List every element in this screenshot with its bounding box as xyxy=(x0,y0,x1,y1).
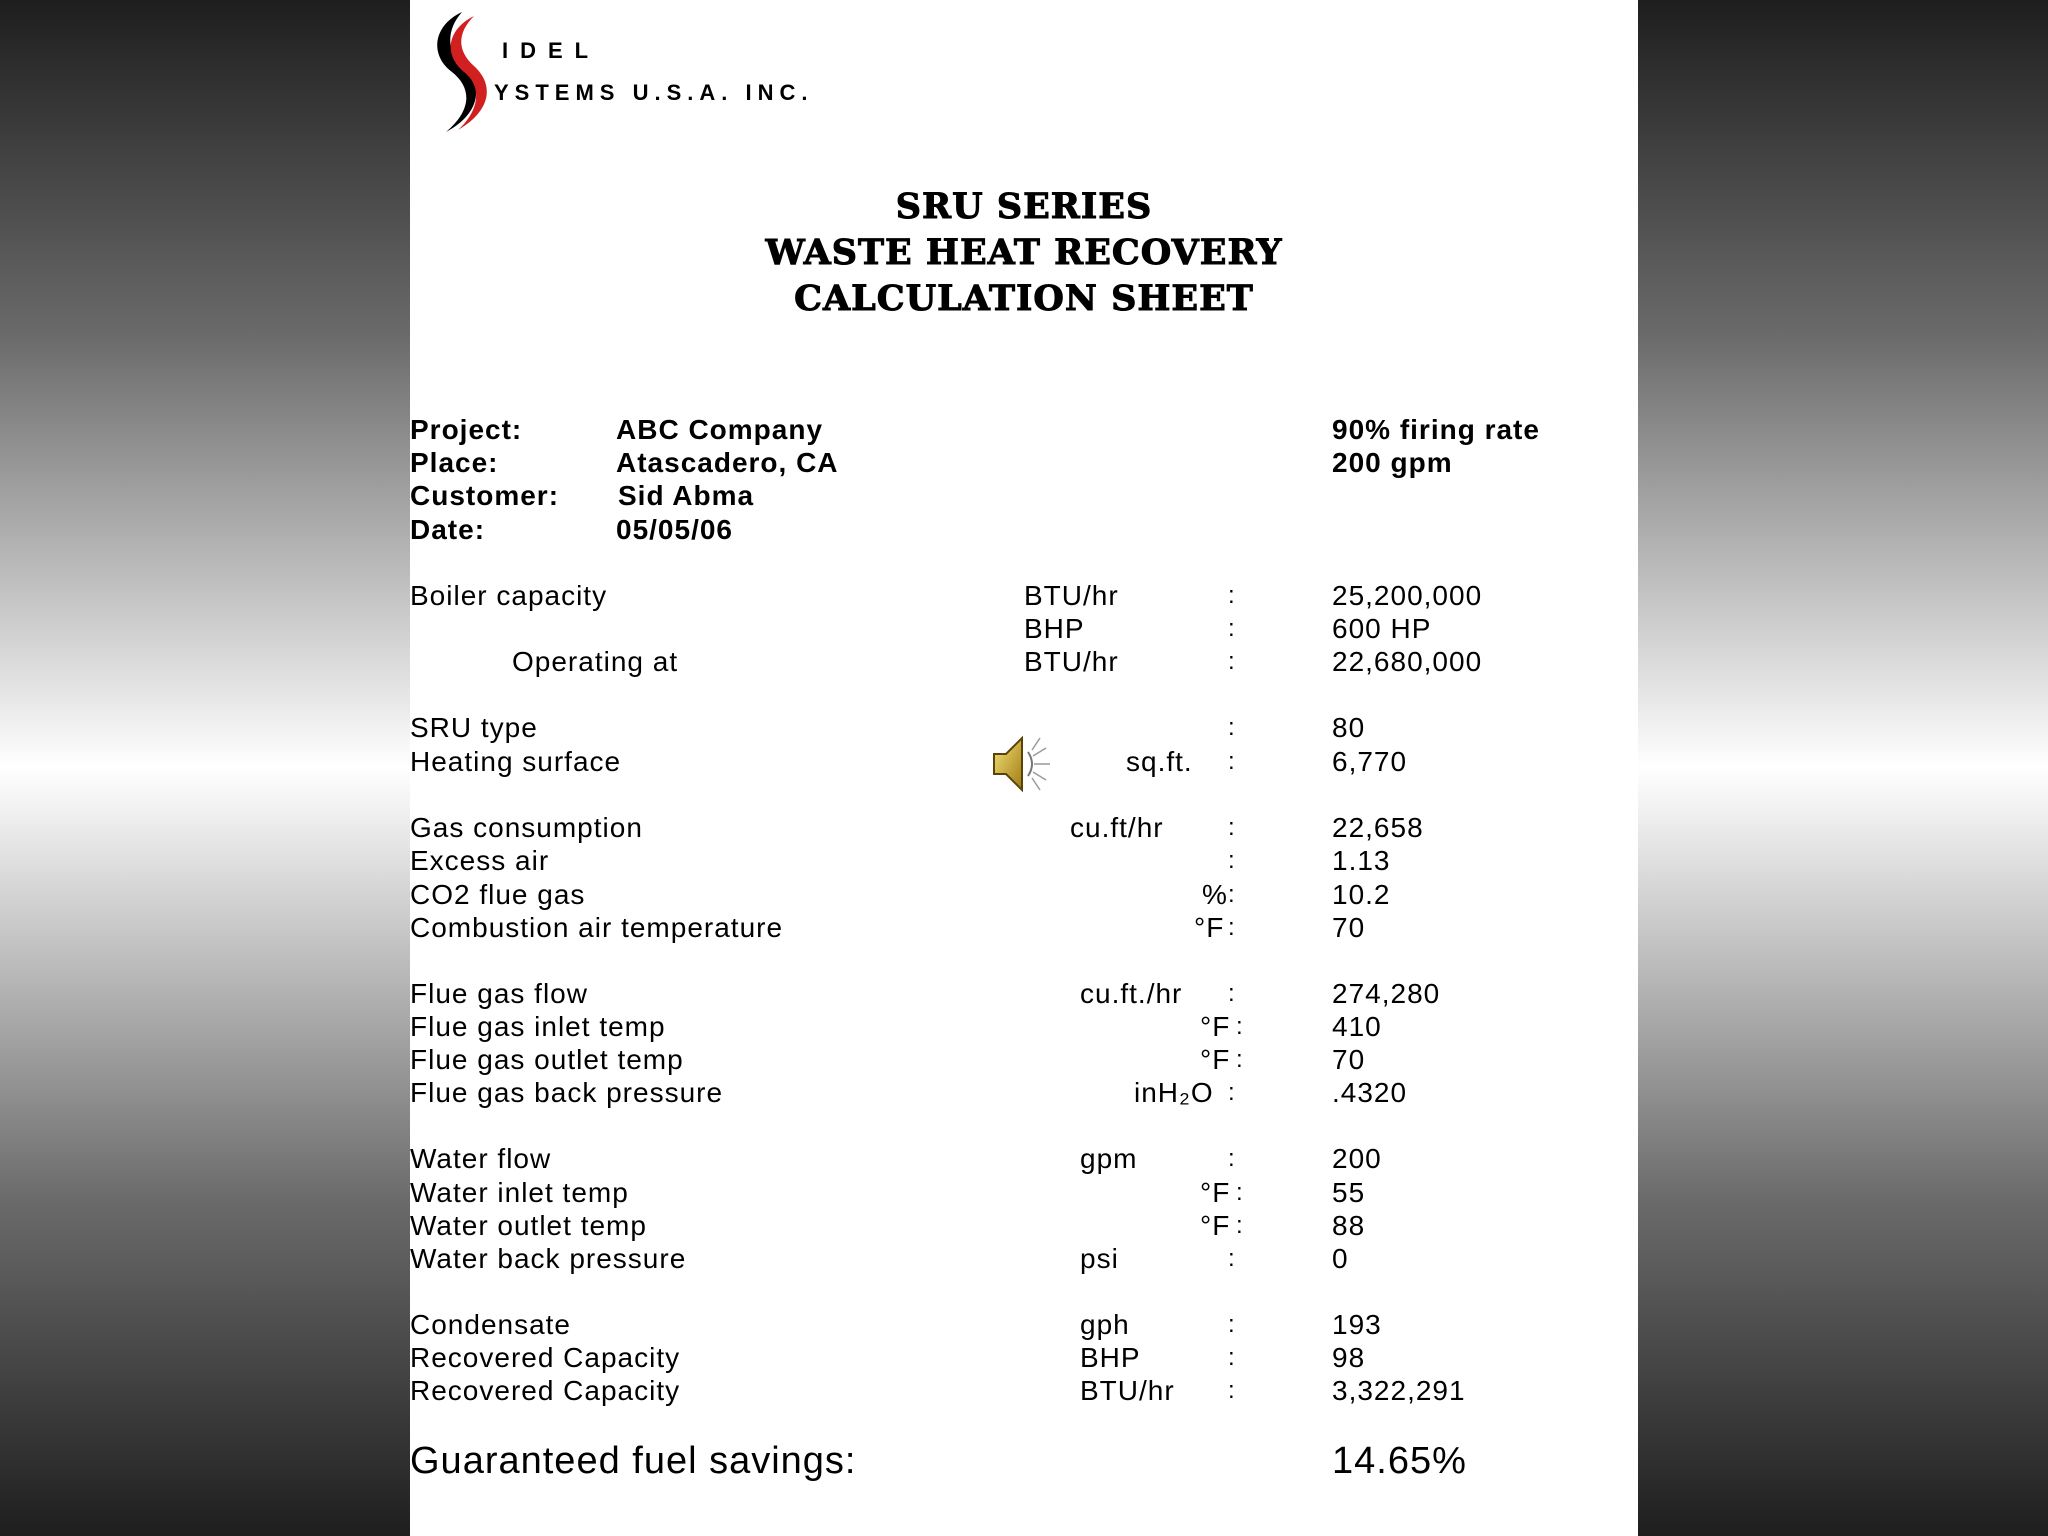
row-label: Flue gas flow xyxy=(410,978,588,1009)
row-unit: BHP xyxy=(1024,613,1085,644)
row-label: Operating at xyxy=(512,646,679,677)
row-label: Boiler capacity xyxy=(410,580,608,611)
row-colon: : xyxy=(1228,980,1235,1007)
row-value: 25,200,000 xyxy=(1332,580,1483,611)
row-colon: : xyxy=(1228,1311,1235,1338)
row-label: SRU type xyxy=(410,712,538,743)
customer-label: Customer: xyxy=(410,480,560,511)
row-unit: BTU/hr xyxy=(1024,646,1119,677)
row-label: Recovered Capacity xyxy=(410,1342,681,1373)
row-label: Flue gas outlet temp xyxy=(410,1044,684,1075)
row-colon: : xyxy=(1228,814,1235,841)
date-value: 05/05/06 xyxy=(616,514,733,545)
speaker-icon[interactable] xyxy=(988,730,1056,798)
row-unit: cu.ft/hr xyxy=(1070,812,1164,843)
row-colon: : xyxy=(1236,1212,1243,1239)
row-label: Flue gas inlet temp xyxy=(410,1011,666,1042)
row-colon: : xyxy=(1228,615,1235,642)
place-value: Atascadero, CA xyxy=(616,447,839,478)
row-unit: BTU/hr xyxy=(1024,580,1119,611)
customer-value: Sid Abma xyxy=(618,480,755,511)
row-colon: : xyxy=(1228,748,1235,775)
row-unit: cu.ft./hr xyxy=(1080,978,1183,1009)
row-label: Water back pressure xyxy=(410,1243,687,1274)
row-colon: : xyxy=(1228,1145,1235,1172)
row-colon: : xyxy=(1228,914,1235,941)
row-value: 70 xyxy=(1332,912,1366,943)
row-colon: : xyxy=(1236,1013,1243,1040)
row-value: 88 xyxy=(1332,1210,1366,1241)
row-value: 22,680,000 xyxy=(1332,646,1483,677)
row-value: .4320 xyxy=(1332,1077,1408,1108)
row-unit: BTU/hr xyxy=(1080,1375,1175,1406)
row-unit: psi xyxy=(1080,1243,1119,1274)
date-label: Date: xyxy=(410,514,486,545)
row-colon: : xyxy=(1228,714,1235,741)
row-colon: : xyxy=(1228,648,1235,675)
row-colon: : xyxy=(1228,847,1235,874)
title-line-2: WASTE HEAT RECOVERY xyxy=(765,232,1283,273)
row-value: 600 HP xyxy=(1332,613,1432,644)
logo-line-2: YSTEMS U.S.A. INC. xyxy=(494,80,814,105)
project-value: ABC Company xyxy=(616,414,824,445)
row-value: 3,322,291 xyxy=(1332,1375,1466,1406)
row-label: Gas consumption xyxy=(410,812,643,843)
project-label: Project: xyxy=(410,414,523,445)
row-label: Excess air xyxy=(410,845,550,876)
row-unit: gph xyxy=(1080,1309,1130,1340)
row-value: 274,280 xyxy=(1332,978,1441,1009)
row-label: Water flow xyxy=(410,1143,552,1174)
row-value: 70 xyxy=(1332,1044,1366,1075)
title-line-3: CALCULATION SHEET xyxy=(794,278,1254,319)
row-colon: : xyxy=(1228,1079,1235,1106)
document-page xyxy=(410,0,1638,1536)
row-unit: °F xyxy=(1200,1210,1231,1241)
row-value: 410 xyxy=(1332,1011,1382,1042)
row-value: 6,770 xyxy=(1332,746,1408,777)
row-label: CO2 flue gas xyxy=(410,879,586,910)
row-label: Combustion air temperature xyxy=(410,912,784,943)
title-line-1: SRU SERIES xyxy=(895,186,1153,227)
logo-line-1: IDEL xyxy=(502,38,601,63)
row-value: 22,658 xyxy=(1332,812,1424,843)
row-unit: °F xyxy=(1200,1011,1231,1042)
row-label: Water outlet temp xyxy=(410,1210,647,1241)
row-value: 55 xyxy=(1332,1177,1366,1208)
savings-value: 14.65% xyxy=(1332,1440,1467,1482)
row-value: 80 xyxy=(1332,712,1366,743)
row-label: Flue gas back pressure xyxy=(410,1077,724,1108)
row-unit: inH₂O xyxy=(1134,1077,1214,1108)
row-label: Water inlet temp xyxy=(410,1177,629,1208)
row-label: Condensate xyxy=(410,1309,572,1340)
row-colon: : xyxy=(1236,1046,1243,1073)
row-unit: gpm xyxy=(1080,1143,1138,1174)
row-label: Recovered Capacity xyxy=(410,1375,681,1406)
row-colon: : xyxy=(1228,881,1235,908)
row-value: 1.13 xyxy=(1332,845,1391,876)
row-value: 98 xyxy=(1332,1342,1366,1373)
row-label: Heating surface xyxy=(410,746,622,777)
row-colon: : xyxy=(1228,1245,1235,1272)
row-value: 193 xyxy=(1332,1309,1382,1340)
row-value: 0 xyxy=(1332,1243,1349,1274)
place-label: Place: xyxy=(410,447,499,478)
firing-rate: 90% firing rate xyxy=(1332,414,1540,445)
row-colon: : xyxy=(1228,1344,1235,1371)
row-unit: sq.ft. xyxy=(1126,746,1193,777)
savings-label: Guaranteed fuel savings: xyxy=(410,1440,857,1482)
row-unit: °F xyxy=(1200,1177,1231,1208)
company-logo xyxy=(422,6,942,136)
row-unit: °F xyxy=(1194,912,1225,943)
row-colon: : xyxy=(1228,582,1235,609)
row-unit: % xyxy=(1202,879,1228,910)
row-unit: °F xyxy=(1200,1044,1231,1075)
flow-rate: 200 gpm xyxy=(1332,447,1453,478)
row-colon: : xyxy=(1228,1377,1235,1404)
row-value: 10.2 xyxy=(1332,879,1391,910)
row-value: 200 xyxy=(1332,1143,1382,1174)
row-unit: BHP xyxy=(1080,1342,1141,1373)
row-colon: : xyxy=(1236,1179,1243,1206)
